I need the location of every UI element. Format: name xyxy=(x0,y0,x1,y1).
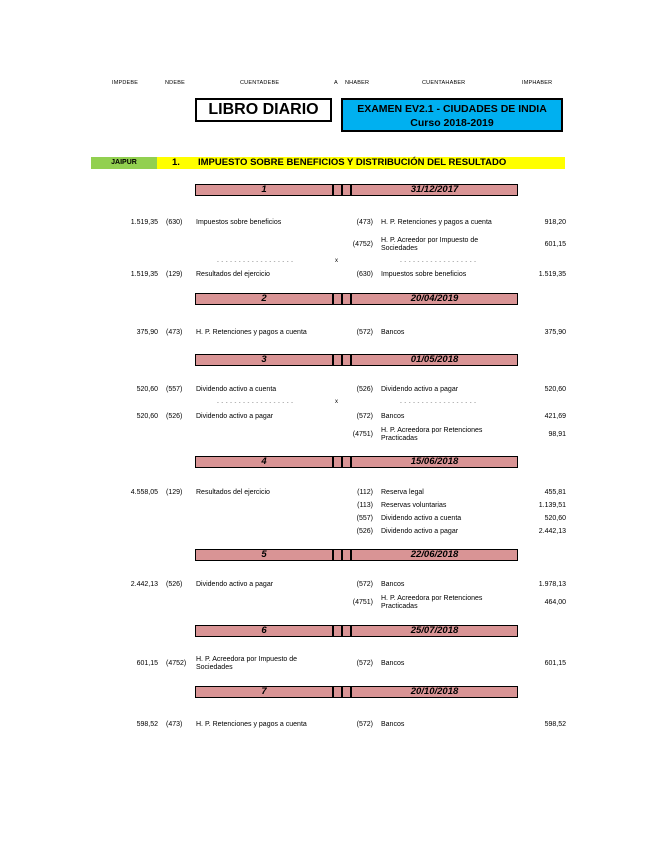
debit-account-name: Dividendo activo a pagar xyxy=(196,413,274,420)
debit-account-name: H. P. Retenciones y pagos a cuenta xyxy=(196,721,307,728)
credit-account-number: (572) xyxy=(356,581,373,588)
entry-separator-right: - - - - - - - - - - - - - - - - - - xyxy=(400,400,477,406)
header-ndebe: NDEBE xyxy=(165,80,185,86)
entry-header xyxy=(195,293,518,305)
credit-amount: 464,00 xyxy=(544,599,566,606)
entry-spacer-cell xyxy=(333,184,342,196)
entry-spacer-cell xyxy=(342,184,351,196)
debit-account-name: H. P. Retenciones y pagos a cuenta xyxy=(196,329,307,336)
entry-date: 22/06/2018 xyxy=(351,549,518,561)
entry-separator-mark: x xyxy=(335,399,338,405)
debit-account-name: Impuestos sobre beneficios xyxy=(196,219,282,226)
debit-amount: 520,60 xyxy=(136,413,158,420)
header-a: A xyxy=(334,80,338,86)
credit-account-name: Dividendo activo a pagar xyxy=(381,386,459,393)
entry-date: 20/10/2018 xyxy=(351,686,518,698)
credit-account-name: Dividendo activo a pagar xyxy=(381,528,459,535)
entry-header xyxy=(195,686,518,698)
credit-account-number: (526) xyxy=(356,386,373,393)
debit-account-name: Dividendo activo a pagar xyxy=(196,581,274,588)
entry-spacer-cell xyxy=(333,549,342,561)
debit-account-name: Dividendo activo a cuenta xyxy=(196,386,277,393)
entry-date: 25/07/2018 xyxy=(351,625,518,637)
credit-account-name: Reservas voluntarias xyxy=(381,502,447,509)
header-imphaber: IMPHABER xyxy=(522,80,553,86)
entry-spacer-cell xyxy=(342,293,351,305)
credit-account-name: H. P. Acreedora por Retenciones Practicadas xyxy=(381,427,483,442)
credit-amount: 520,60 xyxy=(544,386,566,393)
entry-separator-right: - - - - - - - - - - - - - - - - - - xyxy=(400,259,477,265)
credit-amount: 375,90 xyxy=(544,329,566,336)
header-nhaber: NHABER xyxy=(345,80,370,86)
entry-number: 7 xyxy=(195,686,333,698)
credit-account-number: (572) xyxy=(356,721,373,728)
entry-spacer-cell xyxy=(342,625,351,637)
entry-separator-left: - - - - - - - - - - - - - - - - - - xyxy=(217,259,294,265)
credit-account-name: Bancos xyxy=(381,660,405,667)
entry-number: 1 xyxy=(195,184,333,196)
debit-account-number: (630) xyxy=(166,219,183,226)
credit-account-number: (572) xyxy=(356,660,373,667)
credit-account-number: (557) xyxy=(356,515,373,522)
credit-account-number: (4752) xyxy=(352,241,373,248)
credit-account-name: Bancos xyxy=(381,413,405,420)
credit-amount: 918,20 xyxy=(544,219,566,226)
credit-account-name: H. P. Acreedora por Retenciones Practicadas xyxy=(381,595,483,610)
entry-spacer-cell xyxy=(342,686,351,698)
debit-account-number: (526) xyxy=(166,413,183,420)
credit-account-name: Bancos xyxy=(381,329,405,336)
entry-header xyxy=(195,549,518,561)
debit-amount: 598,52 xyxy=(136,721,158,728)
entry-header xyxy=(195,456,518,468)
entry-separator-left: - - - - - - - - - - - - - - - - - - xyxy=(217,400,294,406)
credit-account-name: Reserva legal xyxy=(381,489,424,496)
entry-number: 5 xyxy=(195,549,333,561)
entry-spacer-cell xyxy=(333,625,342,637)
debit-amount: 601,15 xyxy=(136,660,158,667)
credit-account-number: (112) xyxy=(357,489,373,496)
section-number: 1. xyxy=(172,157,180,168)
header-impdebe: IMPDEBE xyxy=(112,80,139,86)
debit-account-name: H. P. Acreedora por Impuesto de Sociedades xyxy=(196,656,298,671)
credit-account-number: (473) xyxy=(356,219,373,226)
credit-amount: 1.519,35 xyxy=(538,271,566,278)
credit-account-name: Impuestos sobre beneficios xyxy=(381,271,467,278)
debit-account-number: (473) xyxy=(166,721,183,728)
exam-title-line2: Curso 2018-2019 xyxy=(410,117,494,129)
header-cuentadebe: CUENTADEBE xyxy=(240,80,280,86)
entry-number: 2 xyxy=(195,293,333,305)
debit-account-name: Resultados del ejercicio xyxy=(196,489,270,496)
credit-account-name: H. P. Retenciones y pagos a cuenta xyxy=(381,219,492,226)
section-heading: IMPUESTO SOBRE BENEFICIOS Y DISTRIBUCIÓN DEL RESULTADO xyxy=(198,157,507,168)
entry-spacer-cell xyxy=(333,686,342,698)
header-cuentahaber: CUENTAHABER xyxy=(422,80,466,86)
entry-date: 01/05/2018 xyxy=(351,354,518,366)
exam-title-box xyxy=(341,98,563,132)
city-badge: JAIPUR xyxy=(91,157,157,169)
credit-account-name: Bancos xyxy=(381,581,405,588)
debit-amount: 520,60 xyxy=(136,386,158,393)
debit-account-number: (129) xyxy=(166,489,183,496)
debit-account-number: (557) xyxy=(166,386,183,393)
entry-date: 31/12/2017 xyxy=(351,184,518,196)
entry-number: 4 xyxy=(195,456,333,468)
credit-account-number: (572) xyxy=(356,413,373,420)
entry-date: 20/04/2019 xyxy=(351,293,518,305)
debit-amount: 1.519,35 xyxy=(130,271,158,278)
entry-number: 3 xyxy=(195,354,333,366)
debit-account-number: (4752) xyxy=(166,660,187,667)
entry-spacer-cell xyxy=(333,456,342,468)
credit-amount: 421,69 xyxy=(544,413,566,420)
entry-separator-mark: x xyxy=(335,258,338,264)
credit-account-number: (572) xyxy=(356,329,373,336)
credit-account-name: Dividendo activo a cuenta xyxy=(381,515,462,522)
credit-amount: 598,52 xyxy=(544,721,566,728)
debit-account-name: Resultados del ejercicio xyxy=(196,271,270,278)
credit-account-number: (4751) xyxy=(352,599,373,606)
exam-title-line1: EXAMEN EV2.1 - CIUDADES DE INDIA xyxy=(357,103,547,115)
entry-spacer-cell xyxy=(333,293,342,305)
debit-amount: 1.519,35 xyxy=(130,219,158,226)
entry-spacer-cell xyxy=(342,456,351,468)
credit-amount: 1.978,13 xyxy=(538,581,566,588)
credit-amount: 520,60 xyxy=(544,515,566,522)
credit-account-number: (4751) xyxy=(352,431,373,438)
credit-amount: 1.139,51 xyxy=(538,502,566,509)
credit-amount: 2.442,13 xyxy=(538,528,566,535)
credit-amount: 455,81 xyxy=(544,489,566,496)
debit-amount: 2.442,13 xyxy=(130,581,158,588)
credit-amount: 601,15 xyxy=(544,660,566,667)
entry-header xyxy=(195,354,518,366)
entry-date: 15/06/2018 xyxy=(351,456,518,468)
entry-header xyxy=(195,184,518,196)
debit-account-number: (129) xyxy=(166,271,183,278)
debit-amount: 4.558,05 xyxy=(130,489,158,496)
credit-account-number: (113) xyxy=(357,502,373,509)
entry-spacer-cell xyxy=(342,549,351,561)
credit-amount: 601,15 xyxy=(544,241,566,248)
entry-spacer-cell xyxy=(333,354,342,366)
credit-account-number: (630) xyxy=(356,271,373,278)
credit-account-name: H. P. Acreedor por Impuesto de Sociedades xyxy=(381,237,479,252)
credit-account-name: Bancos xyxy=(381,721,405,728)
credit-amount: 98,91 xyxy=(548,431,566,438)
credit-account-number: (526) xyxy=(356,528,373,535)
section-heading-band xyxy=(157,157,565,169)
debit-amount: 375,90 xyxy=(136,329,158,336)
entry-spacer-cell xyxy=(342,354,351,366)
entry-number: 6 xyxy=(195,625,333,637)
entry-header xyxy=(195,625,518,637)
debit-account-number: (526) xyxy=(166,581,183,588)
page-title: LIBRO DIARIO xyxy=(195,98,332,122)
debit-account-number: (473) xyxy=(166,329,183,336)
